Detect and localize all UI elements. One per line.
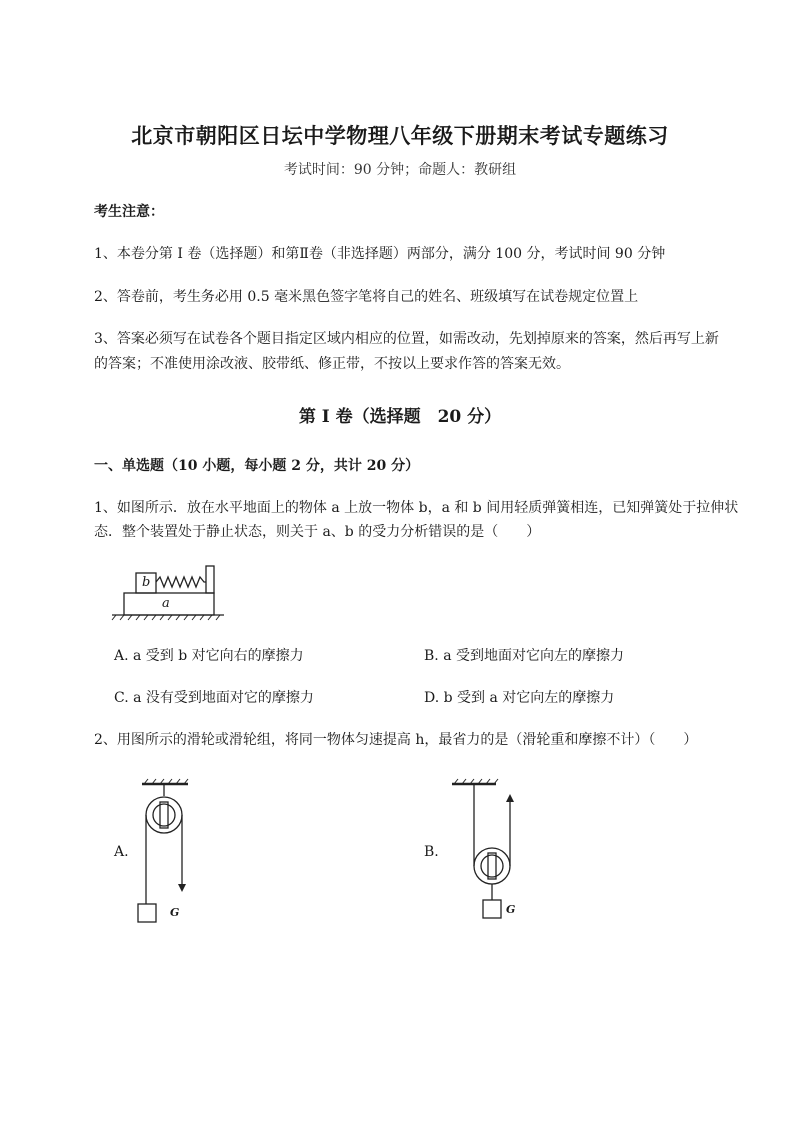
part-heading: 一、单选题（10 小题，每小题 2 分，共计 20 分） — [94, 458, 420, 474]
notice-item-3-continued: 的答案；不准使用涂改液、胶带纸、修正带，不按以上要求作答的答案无效。 — [94, 356, 570, 372]
question-1-stem-continued: 态．整个装置处于静止状态，则关于 a、b 的受力分析错误的是（ ） — [94, 524, 541, 540]
block-b-label: b — [142, 575, 151, 590]
notice-item-3: 3、答案必须写在试卷各个题目指定区域内相应的位置，如需改动，先划掉原来的答案，然后再写上新 — [94, 331, 719, 347]
weight-g-label-b: G — [506, 903, 516, 916]
question-1-figure — [112, 560, 232, 620]
notice-item-1: 1、本卷分第 I 卷（选择题）和第Ⅱ卷（非选择题）两部分，满分 100 分，考试时间 90 分钟 — [94, 246, 666, 262]
question-1-option-b[interactable]: B. a 受到地面对它向左的摩擦力 — [424, 648, 624, 664]
question-1-option-c[interactable]: C. a 没有受到地面对它的摩擦力 — [114, 690, 314, 706]
notice-item-2: 2、答卷前，考生务必用 0.5 毫米黑色签字笔将自己的姓名、班级填写在试卷规定位置上 — [94, 289, 639, 305]
question-2-option-a[interactable]: A. — [114, 844, 129, 860]
question-1-option-a[interactable]: A. a 受到 b 对它向右的摩擦力 — [114, 648, 304, 664]
movable-pulley-figure — [450, 778, 530, 928]
page-title: 北京市朝阳区日坛中学物理八年级下册期末考试专题练习 — [131, 123, 669, 148]
block-a-label: a — [162, 596, 170, 611]
notice-heading: 考生注意： — [94, 204, 164, 220]
question-2-option-b[interactable]: B. — [424, 844, 439, 860]
section-title: 第 I 卷（选择题 20 分） — [298, 407, 502, 427]
exam-info: 考试时间：90 分钟；命题人：教研组 — [283, 162, 517, 178]
weight-g-label-a: G — [170, 906, 180, 919]
question-2-stem: 2、用图所示的滑轮或滑轮组，将同一物体匀速提高 h，最省力的是（滑轮重和摩擦不计）（ ） — [94, 732, 698, 748]
fixed-pulley-figure — [138, 778, 208, 928]
question-1-stem: 1、如图所示．放在水平地面上的物体 a 上放一物体 b，a 和 b 间用轻质弹簧相连，已知弹簧处于拉伸状 — [94, 500, 739, 516]
question-1-option-d[interactable]: D. b 受到 a 对它向左的摩擦力 — [424, 690, 615, 706]
